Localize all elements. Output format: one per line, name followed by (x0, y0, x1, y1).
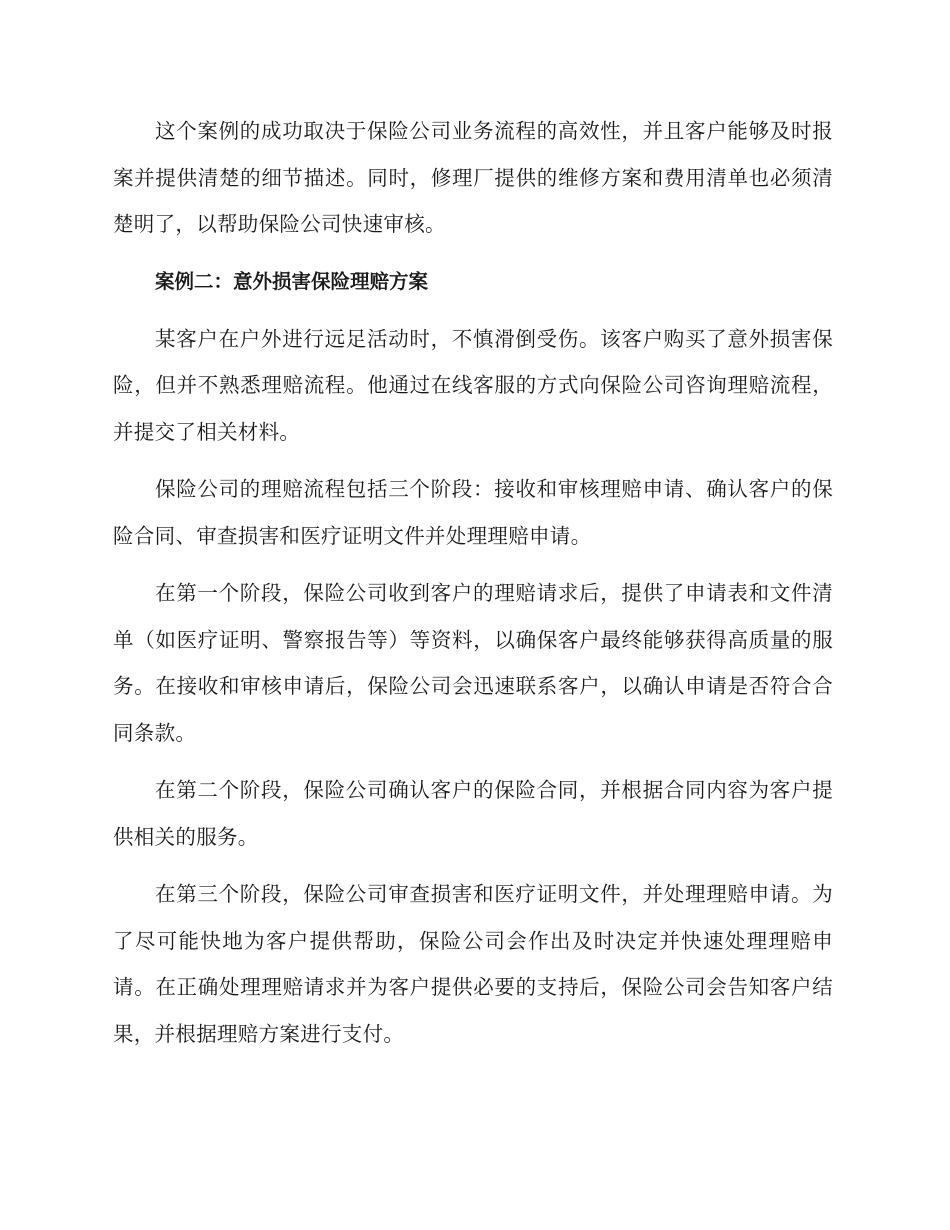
paragraph-claim-process: 保险公司的理赔流程包括三个阶段：接收和审核理赔申请、确认客户的保险合同、审查损害和医疗证明文件并处理理赔申请。 (113, 477, 833, 548)
paragraph-stage-one: 在第一个阶段，保险公司收到客户的理赔请求后，提供了申请表和文件清单（如医疗证明、警察报告等）等资料，以确保客户最终能够获得高质量的服务。在接收和审核申请后，保险公司会迅速联系客户，以确认申请是否符合合同条款。 (113, 581, 833, 745)
paragraph-stage-two: 在第二个阶段，保险公司确认客户的保险合同，并根据合同内容为客户提供相关的服务。 (113, 778, 833, 849)
paragraph-case-background: 某客户在户外进行远足活动时，不慎滑倒受伤。该客户购买了意外损害保险，但并不熟悉理赔流程。他通过在线客服的方式向保险公司咨询理赔流程，并提交了相关材料。 (113, 326, 833, 444)
section-heading: 案例二：意外损害保险理赔方案 (155, 269, 429, 293)
document-page (113, 108, 833, 1068)
paragraph-case-summary: 这个案例的成功取决于保险公司业务流程的高效性，并且客户能够及时报案并提供清楚的细节描述。同时，修理厂提供的维修方案和费用清单也必须清楚明了，以帮助保险公司快速审核。 (113, 119, 833, 236)
paragraph-stage-three: 在第三个阶段，保险公司审查损害和医疗证明文件，并处理理赔申请。为了尽可能快地为客户提供帮助，保险公司会作出及时决定并快速处理理赔申请。在正确处理理赔请求并为客户提供必要的支持后，保险公司会告知客户结果，并根据理赔方案进行支付。 (113, 882, 833, 1046)
